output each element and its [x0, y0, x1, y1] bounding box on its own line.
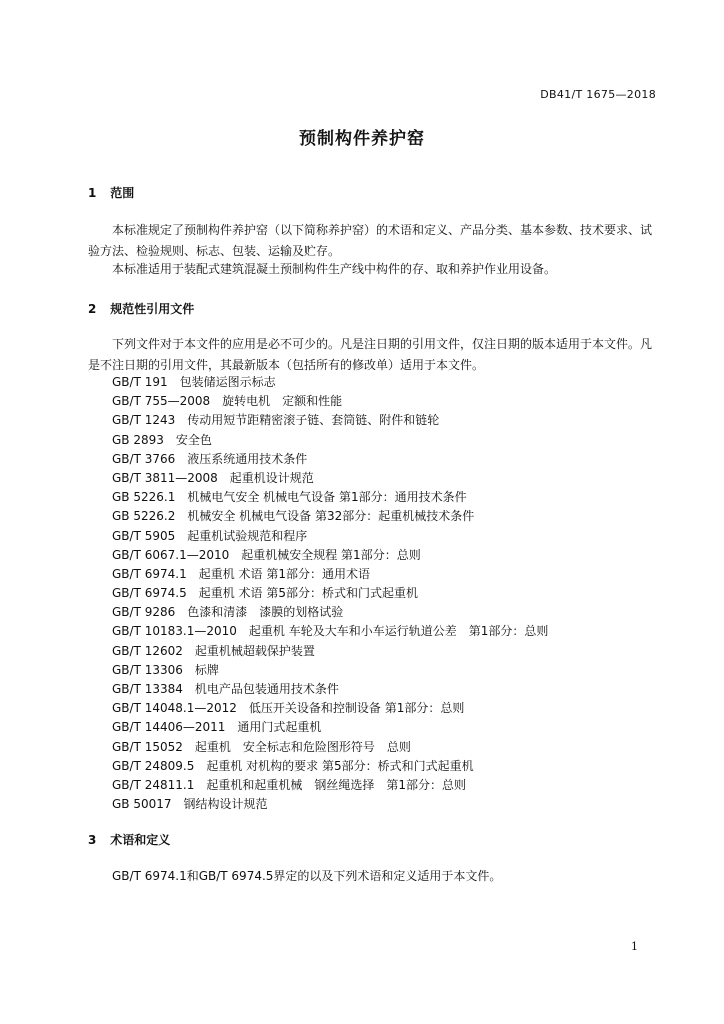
reference-item: GB/T 10183.1—2010 起重机 车轮及大车和小车运行轨道公差 第1部分：总则	[112, 624, 549, 639]
section-number: 1	[88, 186, 97, 200]
reference-item: GB/T 24809.5 起重机 对机构的要求 第5部分：桥式和门式起重机	[112, 758, 474, 773]
reference-item: GB/T 6067.1—2010 起重机械安全规程 第1部分：总则	[112, 547, 421, 562]
reference-item: GB 5226.1 机械电气安全 机械电气设备 第1部分：通用技术条件	[112, 490, 467, 505]
section-title: 规范性引用文件	[110, 302, 195, 316]
reference-item: GB/T 1243 传动用短节距精密滚子链、套筒链、附件和链轮	[112, 413, 440, 428]
section-title: 范围	[110, 186, 135, 200]
reference-item: GB/T 14406—2011 通用门式起重机	[112, 720, 322, 735]
section-2-heading	[88, 300, 194, 317]
section-1-paragraph-1: 本标准规定了预制构件养护窑（以下简称养护窑）的术语和定义、产品分类、基本参数、技术要求、试验方法、检验规则、标志、包装、运输及贮存。	[88, 223, 653, 258]
section-1-heading	[88, 184, 134, 201]
document-code: DB41/T 1675—2018	[540, 88, 656, 101]
reference-item: GB/T 14048.1—2012 低压开关设备和控制设备 第1部分：总则	[112, 701, 465, 716]
reference-item: GB 2893 安全色	[112, 432, 212, 447]
reference-item: GB/T 191 包装储运图示标志	[112, 375, 276, 389]
reference-item: GB/T 24811.1 起重机和起重机械 钢丝绳选择 第1部分：总则	[112, 777, 466, 792]
section-1-paragraph-2: 本标准适用于装配式建筑混凝土预制构件生产线中构件的存、取和养护作业用设备。	[112, 262, 557, 276]
document-title: 预制构件养护窑	[299, 129, 425, 149]
reference-item: GB/T 6974.5 起重机 术语 第5部分：桥式和门式起重机	[112, 586, 418, 601]
reference-item: GB/T 755—2008 旋转电机 定额和性能	[112, 394, 343, 409]
reference-item: GB/T 13306 标牌	[112, 662, 219, 677]
reference-item: GB/T 3766 液压系统通用技术条件	[112, 451, 308, 466]
section-3-paragraph-1: GB/T 6974.1和GB/T 6974.5界定的以及下列术语和定义适用于本文件。	[112, 869, 502, 883]
reference-item: GB/T 13384 机电产品包装通用技术条件	[112, 682, 339, 696]
reference-item: GB/T 12602 起重机械超载保护装置	[112, 643, 315, 658]
reference-item: GB 5226.2 机械安全 机械电气设备 第32部分：起重机械技术条件	[112, 509, 475, 524]
section-2-paragraph-1: 下列文件对于本文件的应用是必不可少的。凡是注日期的引用文件，仅注日期的版本适用于本文件。凡是不注日期的引用文件，其最新版本（包括所有的修改单）适用于本文件。	[88, 337, 653, 372]
section-number: 3	[88, 833, 97, 847]
reference-item: GB 50017 钢结构设计规范	[112, 797, 268, 812]
reference-item: GB/T 3811—2008 起重机设计规范	[112, 470, 314, 485]
page-number: 1	[631, 940, 638, 953]
section-number: 2	[88, 302, 97, 316]
section-title: 术语和定义	[110, 833, 171, 847]
reference-item: GB/T 5905 起重机试验规范和程序	[112, 528, 308, 543]
section-3-heading	[88, 831, 170, 848]
reference-list	[112, 373, 548, 814]
reference-item: GB/T 6974.1 起重机 术语 第1部分：通用术语	[112, 566, 370, 581]
reference-item: GB/T 15052 起重机 安全标志和危险图形符号 总则	[112, 739, 411, 754]
reference-item: GB/T 9286 色漆和清漆 漆膜的划格试验	[112, 605, 344, 620]
